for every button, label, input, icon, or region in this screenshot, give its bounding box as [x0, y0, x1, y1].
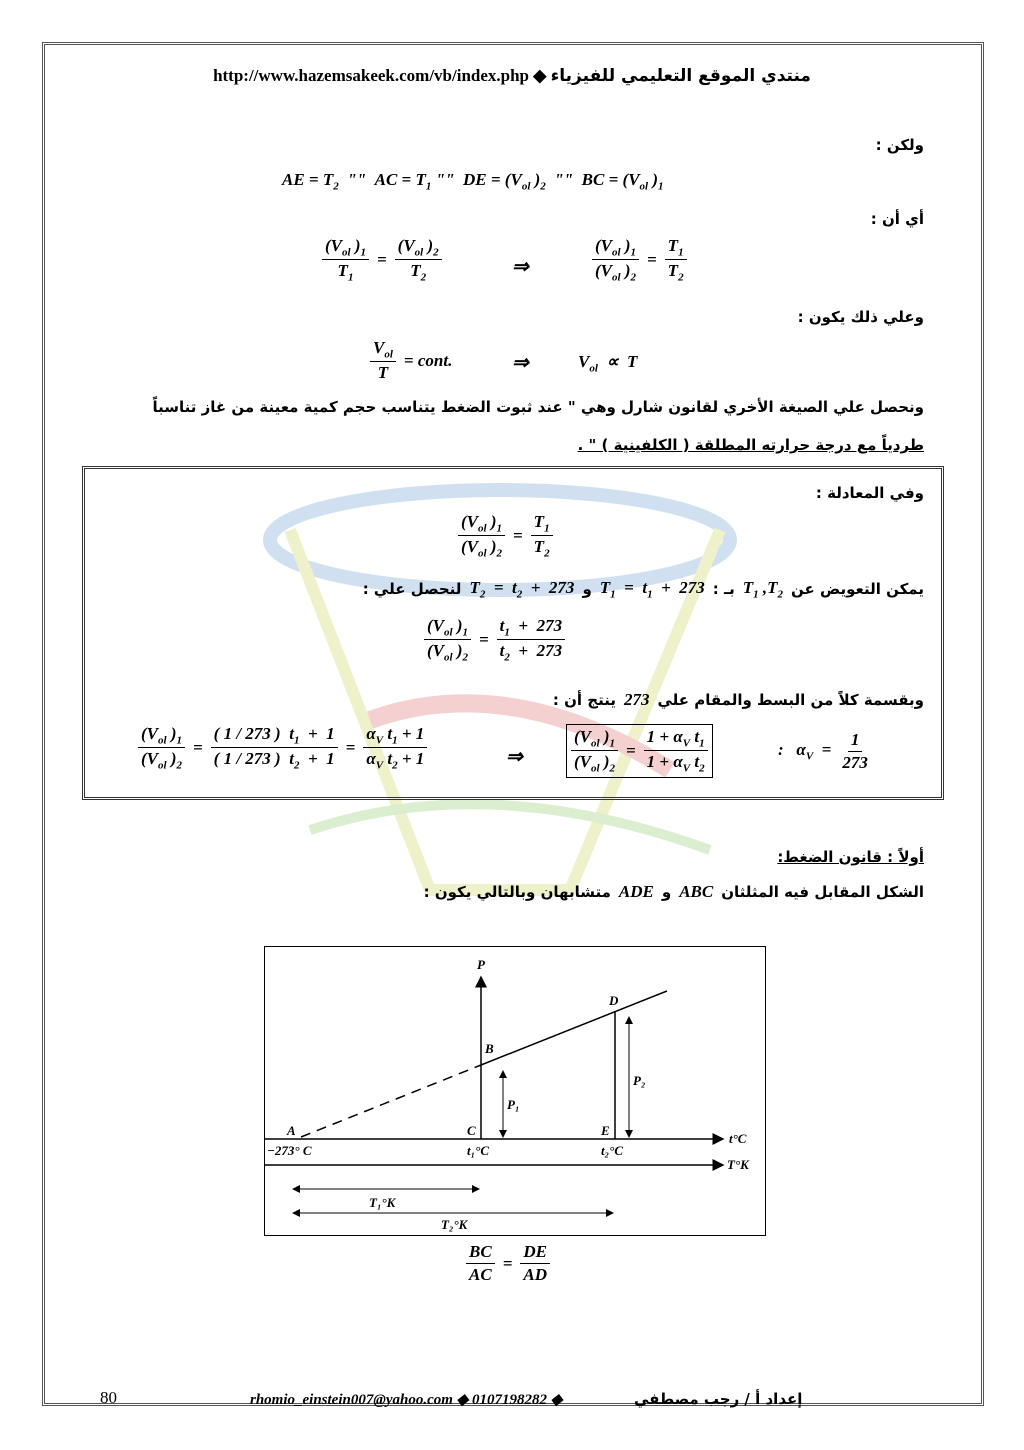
divide-post: ينتج أن : [552, 691, 616, 709]
label-wa-ala: وعلي ذلك يكون : [797, 308, 924, 326]
celsius-ratio-equation: $\frac{(V_{ol} )_1}{(V_{ol} )_2}$ = $\frac{t_1 + 273}{t_2 + 273}$ [424, 616, 565, 664]
T1-equation: $T_1 = t_1 + 273$ [599, 578, 705, 601]
extrapolated-line [301, 1065, 481, 1137]
substitution-line [363, 578, 924, 600]
num-273: 273 [623, 690, 650, 709]
label-t2c: t₂°C [601, 1143, 624, 1158]
label-tk: T°K [727, 1157, 749, 1172]
constant-equation: $\frac{V_{ol}}{T}$ = cont. [370, 338, 452, 383]
and-word-2: و [661, 883, 672, 901]
label-minus273: −273° C [267, 1143, 312, 1158]
label-t1c: t₁°C [467, 1143, 490, 1158]
header-url[interactable]: http://www.hazemsakeek.com/vb/index.php [213, 66, 530, 85]
label-p: P [477, 957, 485, 972]
implies-arrow-3: ⇒ [506, 746, 523, 768]
charles-law-line-2: طردياً مع درجة حرارته المطلقة ( الكلفينية ) " . [577, 436, 924, 454]
triangles-post: متشابهان وبالتالي يكون : [423, 883, 611, 901]
label-a: A [287, 1123, 296, 1138]
triangles-pre: الشكل المقابل فيه المثلثان [721, 883, 924, 901]
pressure-line [481, 991, 667, 1065]
footer-contact: rhomio_einstein007@yahoo.com ◆ 0107198282 ◆ [250, 1392, 563, 1408]
label-fi-muadala: وفي المعادلة : [815, 484, 924, 502]
label-e: E [601, 1123, 610, 1138]
charles-law-line-1: ونحصل علي الصيغة الأخري لقانون شارل وهي " عند ثبوت الضغط يتناسب حجم كمية معينة من غاز تناسباً [152, 398, 924, 416]
alpha-definition: : $\alpha_V$ = $\frac{1}{273}$ [778, 730, 868, 772]
box-ratio-equation: $\frac{(V_{ol} )_1}{(V_{ol} )_2}$ = $\frac{T_1}{T_2}$ [458, 512, 553, 560]
t1-t2-symbol: $T_1$ $,T_2$ [742, 578, 784, 601]
label-b: B [485, 1041, 494, 1056]
alpha-derivation-equation: $\frac{(V_{ol} )_1}{(V_{ol} )_2}$ = $\frac{( 1 / 273 ) t_1 + 1}{( 1 / 273 ) t_2 + 1}$ = $\frac{\alpha_V t_1 + 1}{\alpha_V t_2 + 1}$ [138, 724, 427, 772]
T2-equation: $T_2 = t_2 + 273$ [469, 578, 575, 601]
cont-text: = cont. [403, 350, 453, 370]
ratio-ac: AC [469, 1265, 492, 1284]
label-d: D [609, 993, 619, 1008]
page-header [0, 66, 1024, 86]
similarity-ratio-equation: $\frac{BC}{AC}$ = $\frac{DE}{AD}$ [466, 1242, 550, 1285]
substitute-pre: يمكن التعويض عن [791, 580, 924, 599]
label-ay-an: أي أن : [870, 210, 924, 228]
implies-arrow-2: ⇒ [512, 352, 529, 374]
divide-pre: وبقسمة كلاً من البسط والمقام علي [657, 691, 924, 709]
page-number: 80 [100, 1388, 117, 1407]
diamond-icon: ◆ [533, 66, 551, 85]
ratio-equation-2: $\frac{(V_{ol} )_1}{(V_{ol} )_2}$ = $\frac{T_1}{T_2}$ [592, 236, 687, 284]
triangle-abc: ABC [679, 882, 714, 901]
division-line [553, 690, 924, 710]
label-walakin: ولكن : [875, 136, 924, 154]
proportional-relation: $V_{ol} \propto T$ [578, 352, 638, 375]
header-site-name: منتدي الموقع التعليمي للفيزياء [550, 66, 811, 86]
final-boxed-equation: $\frac{(V_{ol} )_1}{(V_{ol} )_2}$ = $\frac{1 + \alpha_V t_1}{1 + \alpha_V t_2}$ [566, 724, 713, 778]
label-p2: P₂ [633, 1073, 646, 1088]
ratio-ad: AD [523, 1265, 547, 1284]
label-tc: t°C [729, 1131, 747, 1146]
label-t1k: T₁°K [369, 1195, 396, 1210]
label-t2k: T₂°K [441, 1217, 468, 1232]
substitute-post: لنحصل علي : [362, 580, 462, 599]
and-word: و [582, 580, 592, 599]
similar-triangles-line [424, 882, 924, 902]
pressure-temperature-figure [264, 946, 766, 1236]
label-c: C [467, 1123, 476, 1138]
implies-arrow-1: ⇒ [512, 256, 529, 278]
ratio-bc: BC [466, 1242, 495, 1264]
section-title-pressure-law: أولاً : قانون الضغط: [777, 848, 924, 866]
substitute-by: بـ : [712, 580, 735, 599]
triangle-ade: ADE [618, 882, 654, 901]
footer-author: إعداد أ / رجب مصطفي [634, 1390, 803, 1408]
equality-line: AE = $T_2$ "" AC = $T_1$ "" DE = ($V_{ol}$ )$_2$ "" BC = ($V_{ol}$ )$_1$ [282, 170, 664, 193]
ratio-de: DE [520, 1242, 550, 1264]
ratio-equation-1: $\frac{(V_{ol} )_1}{T_1}$ = $\frac{(V_{ol} )_2}{T_2}$ [322, 236, 442, 284]
label-p1: P₁ [507, 1097, 520, 1112]
